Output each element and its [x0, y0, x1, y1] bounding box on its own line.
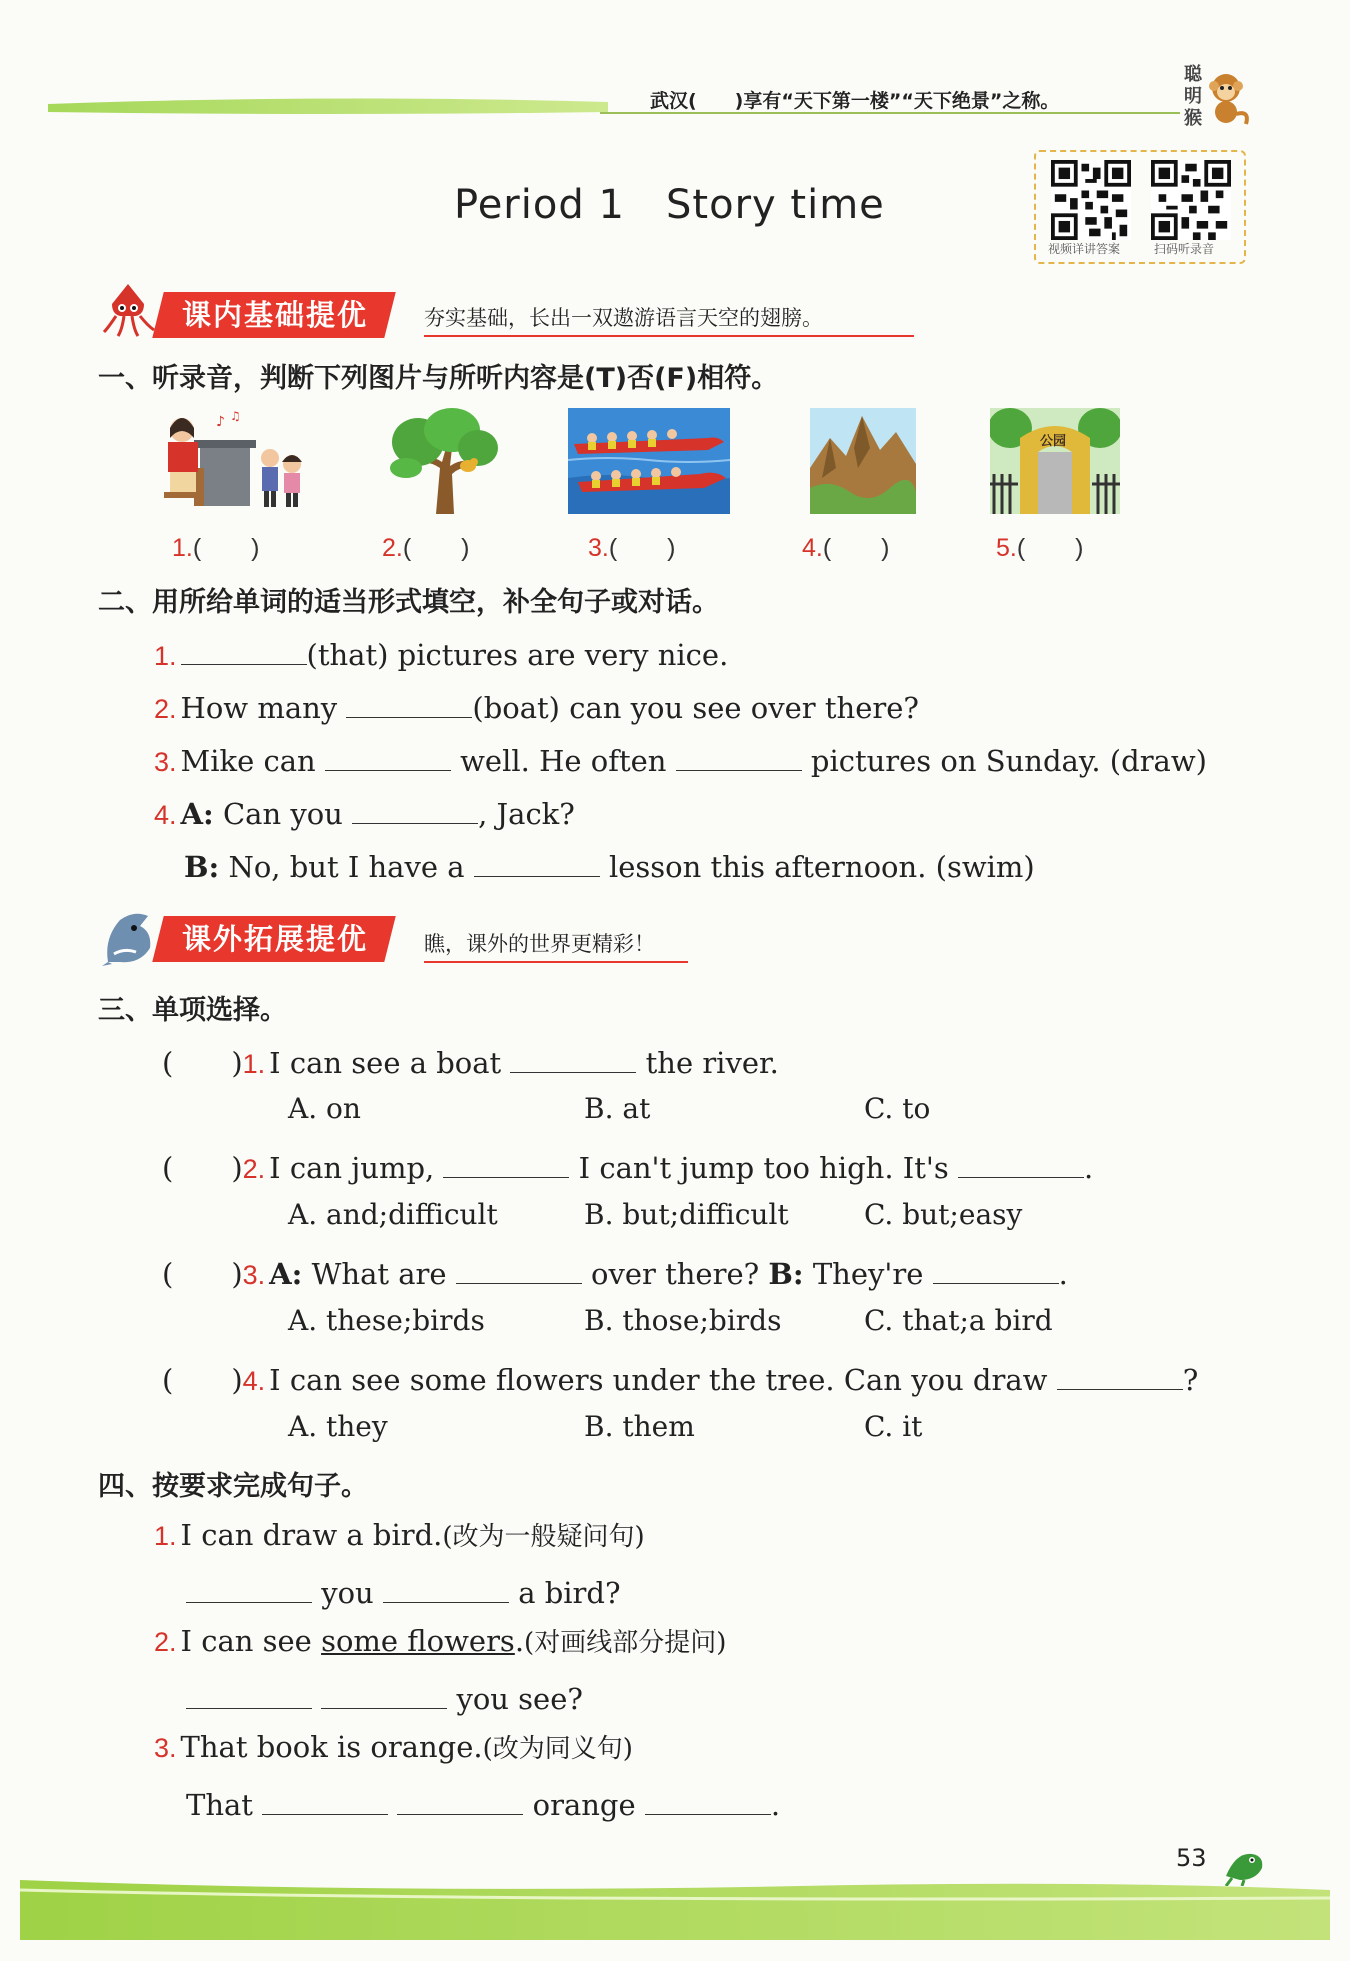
answer-blank[interactable]	[321, 1676, 447, 1709]
option-b[interactable]: B. but;difficult	[584, 1198, 789, 1231]
qr-panel	[1034, 150, 1246, 264]
option-c[interactable]: C. it	[864, 1410, 923, 1443]
picture-label: 3.( )	[588, 534, 676, 562]
p4-answer-3: That orange .	[186, 1782, 780, 1822]
p4-question-2: 2. I can see some flowers.(对画线部分提问)	[154, 1624, 727, 1658]
p3-question-1: ( )1. I can see a boat the river.	[162, 1040, 779, 1082]
answer-blank[interactable]	[262, 1782, 388, 1815]
p2-question-2: 2. How many (boat) can you see over there?	[154, 685, 919, 725]
p3-question-2: ( )2. I can jump, I can't jump too high. It's .	[162, 1145, 1093, 1187]
answer-blank	[1057, 1357, 1183, 1390]
answer-blank[interactable]	[676, 738, 802, 771]
tree-bird-picture	[388, 408, 498, 514]
p2-question-4: 4. A: Can you , Jack?	[154, 791, 575, 831]
logo-char: 聪	[1184, 64, 1202, 85]
section-badge-extended: 课外拓展提优	[152, 916, 395, 962]
answer-blank[interactable]	[181, 632, 307, 665]
option-c[interactable]: C. that;a bird	[864, 1304, 1053, 1337]
answer-blank[interactable]	[645, 1782, 771, 1815]
answer-blank	[933, 1251, 1059, 1284]
option-a[interactable]: A. on	[288, 1092, 361, 1125]
park-gate-picture	[990, 408, 1120, 514]
page-number: 53	[1176, 1844, 1207, 1872]
logo	[1180, 60, 1250, 130]
picture-label: 5.( )	[996, 534, 1084, 562]
part2-heading: 二、用所给单词的适当形式填空，补全句子或对话。	[98, 587, 719, 618]
option-c[interactable]: C. to	[864, 1092, 931, 1125]
monkey-icon	[1206, 70, 1252, 126]
answer-paren[interactable]: ( )	[162, 1256, 243, 1291]
answer-blank[interactable]	[474, 844, 600, 877]
picture-label: 1.( )	[172, 534, 260, 562]
p3-question-4: ( )4. I can see some flowers under the tree. Can you draw ?	[162, 1357, 1198, 1399]
header-text: 武汉( )享有“天下第一楼”“天下绝景”之称。	[650, 90, 1060, 112]
logo-char: 明	[1184, 86, 1202, 107]
option-b[interactable]: B. them	[584, 1410, 695, 1443]
qr-label: 视频详讲答案	[1048, 242, 1121, 256]
option-b[interactable]: B. those;birds	[584, 1304, 782, 1337]
section-slogan-basic: 夯实基础，长出一双遨游语言天空的翅膀。	[424, 302, 914, 337]
part1-heading: 一、听录音，判断下列图片与所听内容是(T)否(F)相符。	[98, 363, 779, 394]
answer-blank[interactable]	[383, 1570, 509, 1603]
logo-char: 猴	[1184, 108, 1202, 129]
svg-text:♫: ♫	[230, 409, 241, 423]
answer-paren[interactable]: ( )	[162, 1362, 243, 1397]
page-title: Period 1 Story time	[454, 182, 885, 228]
answer-blank	[510, 1040, 636, 1073]
qr-code-icon[interactable]	[1050, 160, 1132, 240]
p4-answer-2: you see?	[186, 1676, 583, 1716]
p4-answer-1: you a bird?	[186, 1570, 621, 1610]
squid-icon	[100, 280, 158, 338]
option-a[interactable]: A. they	[288, 1410, 388, 1443]
answer-blank[interactable]	[352, 791, 478, 824]
answer-paren[interactable]: ( )	[162, 1045, 243, 1080]
p2-question-4b: B: No, but I have a lesson this afternoon. (swim)	[184, 844, 1035, 884]
option-c[interactable]: C. but;easy	[864, 1198, 1023, 1231]
p2-question-1: 1. (that) pictures are very nice.	[154, 632, 728, 672]
answer-blank[interactable]	[397, 1782, 523, 1815]
answer-blank	[958, 1145, 1084, 1178]
svg-text:♪: ♪	[216, 414, 225, 430]
p4-question-3: 3. That book is orange.(改为同义句)	[154, 1730, 633, 1764]
answer-paren[interactable]: ( )	[162, 1150, 243, 1185]
answer-blank[interactable]	[186, 1570, 312, 1603]
part3-heading: 三、单项选择。	[98, 995, 287, 1026]
shark-icon	[100, 908, 160, 968]
answer-blank[interactable]	[325, 738, 451, 771]
p2-question-3: 3. Mike can well. He often pictures on Sunday. (draw)	[154, 738, 1207, 778]
option-a[interactable]: A. and;difficult	[288, 1198, 498, 1231]
section-badge-basic: 课内基础提优	[152, 292, 395, 338]
answer-blank[interactable]	[346, 685, 472, 718]
picture-label: 4.( )	[802, 534, 890, 562]
dragon-boat-picture	[568, 408, 730, 514]
p3-question-3: ( )3. A: What are over there? B: They're .	[162, 1251, 1068, 1293]
p4-question-1: 1. I can draw a bird.(改为一般疑问句)	[154, 1518, 645, 1552]
mountains-picture	[810, 408, 916, 514]
answer-blank[interactable]	[186, 1676, 312, 1709]
answer-blank	[456, 1251, 582, 1284]
footer-wave	[0, 1860, 1350, 1961]
qr-code-icon[interactable]	[1150, 160, 1232, 240]
part4-heading: 四、按要求完成句子。	[98, 1471, 368, 1502]
answer-blank	[443, 1145, 569, 1178]
option-b[interactable]: B. at	[584, 1092, 651, 1125]
qr-label: 扫码听录音	[1154, 242, 1215, 256]
option-a[interactable]: A. these;birds	[288, 1304, 485, 1337]
piano-children-picture	[160, 408, 310, 514]
park-sign-text: 公园	[1040, 434, 1067, 449]
picture-label: 2.( )	[382, 534, 470, 562]
header-green-stripe	[48, 92, 608, 118]
section-slogan-extended: 瞧，课外的世界更精彩！	[424, 928, 688, 963]
